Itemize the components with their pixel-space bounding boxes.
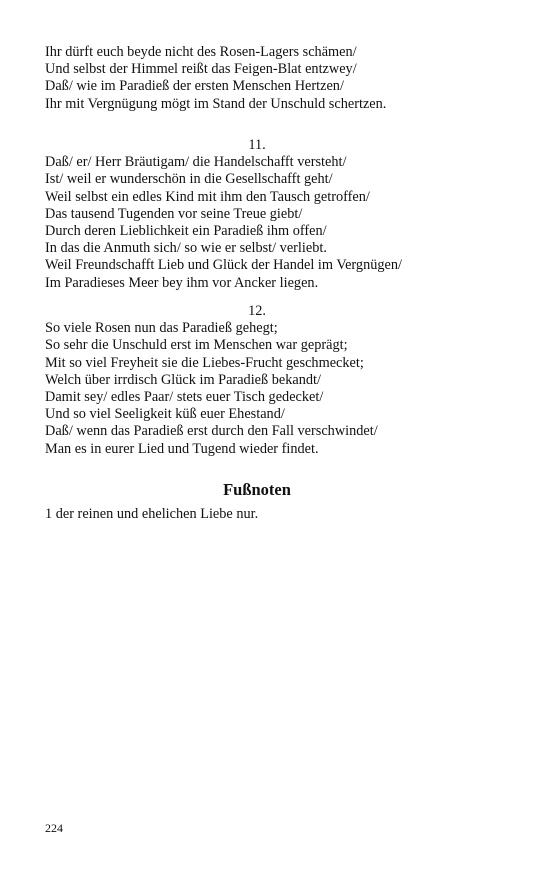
verse-line: Daß/ er/ Herr Bräutigam/ die Handelschafft versteht/	[45, 154, 347, 171]
verse-line: So viele Rosen nun das Paradieß gehegt;	[45, 320, 278, 337]
stanza-continuation	[45, 44, 515, 113]
verse-line: Und selbst der Himmel reißt das Feigen-Blat entzwey/	[45, 61, 357, 78]
verse-line: Und so viel Seeligkeit küß euer Ehestand/	[45, 406, 285, 423]
verse-line: Daß/ wenn das Paradieß erst durch den Fall verschwindet/	[45, 423, 378, 440]
verse-line: Im Paradieses Meer bey ihm vor Ancker liegen.	[45, 274, 319, 291]
verse-line: Daß/ wie im Paradieß der ersten Menschen Hertzen/	[45, 78, 344, 95]
verse-line: Ihr dürft euch beyde nicht des Rosen-Lagers schämen/	[45, 44, 357, 60]
verse-line: Welch über irrdisch Glück im Paradieß bekandt/	[45, 371, 321, 388]
page-number: 224	[45, 821, 63, 835]
verse-line: Weil selbst ein edles Kind mit ihm den Tausch getroffen/	[45, 188, 370, 205]
verse-line: So sehr die Unschuld erst im Menschen war geprägt;	[45, 337, 348, 354]
verse-line: Mit so viel Freyheit sie die Liebes-Frucht geschmecket;	[45, 354, 364, 371]
verse-line: Damit sey/ edles Paar/ stets euer Tisch gedecket/	[45, 388, 324, 405]
stanza-number: 11.	[248, 137, 266, 153]
verse-line: Durch deren Lieblichkeit ein Paradieß ihm offen/	[45, 222, 327, 239]
verse-line: Das tausend Tugenden vor seine Treue giebt/	[45, 205, 303, 222]
stanza-12	[45, 303, 515, 458]
stanza-11	[45, 137, 515, 292]
footnotes-heading: Fußnoten	[223, 480, 291, 499]
verse-line: Ist/ weil er wunderschön in die Gesellschafft geht/	[45, 171, 333, 188]
verse-line: In das die Anmuth sich/ so wie er selbst/ verliebt.	[45, 240, 327, 257]
stanza-number: 12.	[248, 303, 266, 319]
verse-line: Ihr mit Vergnügung mögt im Stand der Unschuld schertzen.	[45, 95, 387, 112]
verse-line: Weil Freundschafft Lieb und Glück der Handel im Vergnügen/	[45, 257, 402, 274]
footnote-item: 1 der reinen und ehelichen Liebe nur.	[45, 506, 259, 522]
verse-line: Man es in eurer Lied und Tugend wieder findet.	[45, 440, 319, 457]
